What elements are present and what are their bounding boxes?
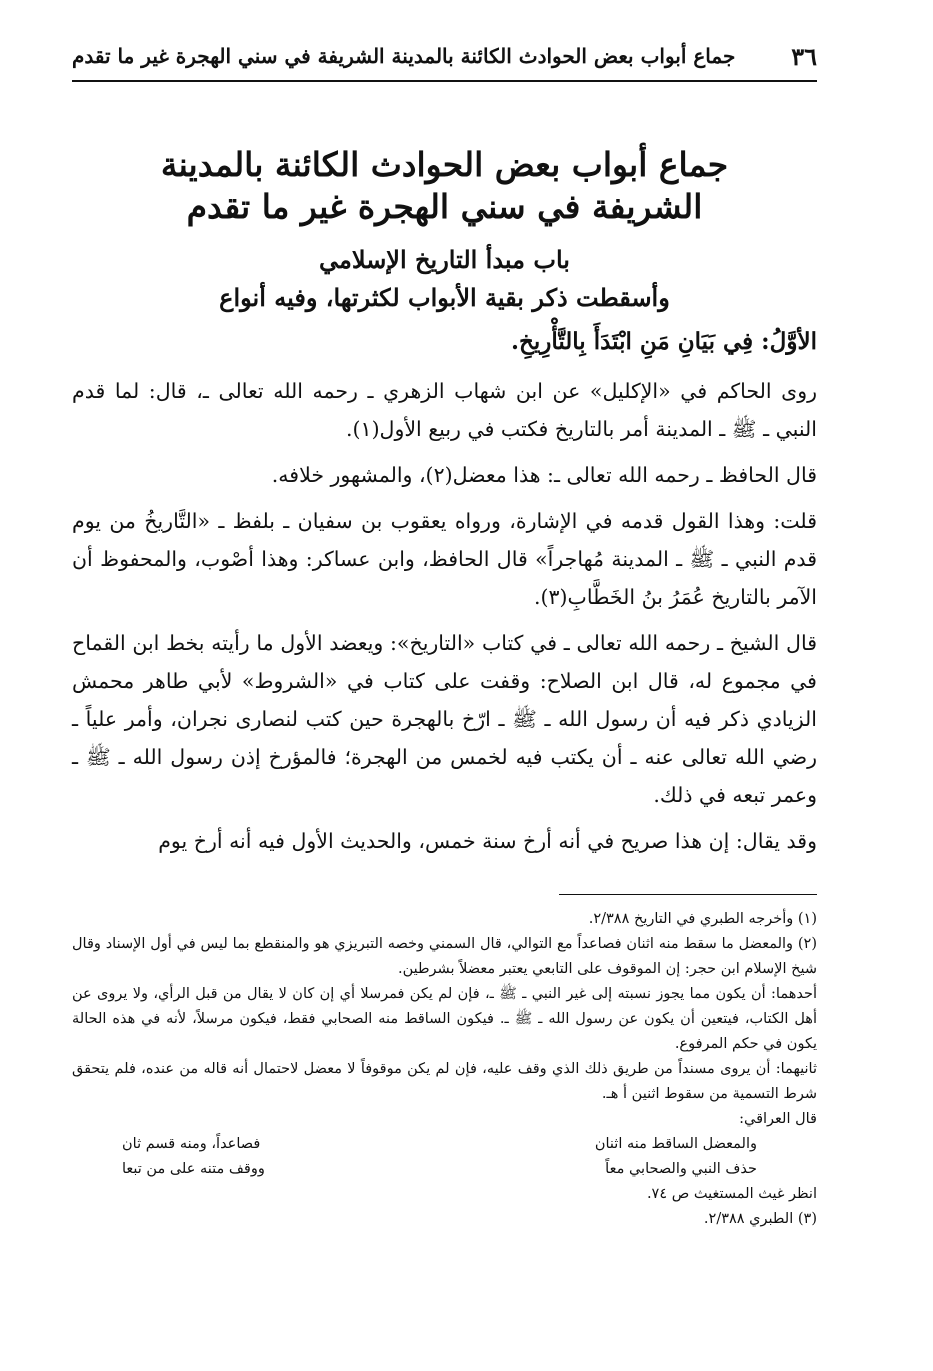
verse-line bbox=[72, 1132, 817, 1157]
running-title: جماع أبواب بعض الحوادث الكائنة بالمدينة الشريفة في سني الهجرة غير ما تقدم bbox=[72, 44, 736, 68]
footnotes bbox=[72, 907, 817, 1232]
verse-hemistich: ووقف متنه على من تبعا bbox=[122, 1161, 265, 1177]
footnote-divider bbox=[559, 894, 817, 895]
paragraph: روى الحاكم في «الإكليل» عن ابن شهاب الزهري ـ رحمه الله تعالى ـ، قال: لما قدم النبي ـ ﷺ ـ المدينة أمر بالتاريخ فكتب في ربيع الأول(١). bbox=[72, 379, 817, 441]
section-subtitle: وأسقطت ذكر بقية الأبواب لكثرتها، وفيه أنواع bbox=[219, 283, 670, 312]
paragraph: قال الحافظ ـ رحمه الله تعالى ـ: هذا معضل(٢)، والمشهور خلافه. bbox=[271, 463, 817, 487]
book-page bbox=[72, 40, 817, 1232]
paragraph: وقد يقال: إن هذا صريح في أنه أرخ سنة خمس، والحديث الأول فيه أنه أرخ يوم bbox=[158, 829, 817, 853]
chapter-title-line2: الشريفة في سني الهجرة غير ما تقدم bbox=[186, 187, 703, 226]
verse-hemistich: حذف النبي والصحابي معاً bbox=[605, 1161, 757, 1177]
footnote: انظر غيث المستغيث ص ٧٤. bbox=[646, 1186, 817, 1202]
footnote: قال العراقي: bbox=[739, 1111, 817, 1127]
verse-hemistich: والمعضل الساقط منه اثنان bbox=[594, 1136, 757, 1152]
page-number: ٣٦ bbox=[791, 41, 817, 71]
section-heading: الأوَّلُ: فِي بَيَانِ مَنِ ابْتَدَأَ بِالتَّأْرِيخِ. bbox=[510, 328, 817, 355]
paragraph: قلت: وهذا القول قدمه في الإشارة، ورواه يعقوب بن سفيان ـ بلفظ ـ «التَّاريخُ من يوم قدم النبي ـ ﷺ ـ المدينة مُهاجراً» قال الحافظ، وابن عساكر: وهذا أصْوب، والمحفوظ أن الآمر بالتاريخ عُمَرُ بنُ الخَطَّابِ(٣). bbox=[72, 509, 817, 609]
footnote: (١) وأخرجه الطبري في التاريخ ٢/٣٨٨. bbox=[588, 911, 817, 927]
chapter-title-block bbox=[72, 144, 817, 318]
footnote: (٢) والمعضل ما سقط منه اثنان فصاعداً مع التوالي، قال السمني وخصه التبريزي هو والمنقطع بما ليس في أول الإسناد وقال شيخ الإسلام ابن حجر: إن الموقوف على التابعي يعتبر معضلاً بشرطين. bbox=[72, 936, 817, 977]
main-text bbox=[72, 372, 817, 860]
running-header bbox=[72, 40, 817, 82]
footnote: أحدهما: أن يكون مما يجوز نسبته إلى غير النبي ـ ﷺ ـ، فإن لم يكن فمرسلا أي إن كان لا يقال من قبل الرأي، ولا يروى عن أهل الكتاب، فيتعين أن يكون عن رسول الله ـ ﷺ ـ. فيكون الساقط منه الصحابي فقط، فيكون مرسلاً، لأنه في هذه الحالة يكون في حكم المرفوع. bbox=[72, 986, 817, 1052]
chapter-title-line1: جماع أبواب بعض الحوادث الكائنة بالمدينة bbox=[160, 145, 729, 184]
verse-hemistich: فصاعداً، ومنه قسم ثان bbox=[122, 1136, 261, 1152]
verse-line bbox=[72, 1157, 817, 1182]
section-title: باب مبدأ التاريخ الإسلامي bbox=[319, 245, 570, 274]
footnote: (٣) الطبري ٢/٣٨٨. bbox=[703, 1211, 817, 1227]
footnote: ثانيهما: أن يروى مسنداً من طريق ذلك الذي وقف عليه، فإن لم يكن موقوفاً لا معضل لاحتمال أنه قاله من عنده، فلم يتحقق شرط التسمية من سقوط اثنين أ هـ. bbox=[72, 1061, 817, 1102]
paragraph: قال الشيخ ـ رحمه الله تعالى ـ في كتاب «التاريخ»: ويعضد الأول ما رأيته بخط ابن القماح في مجموع له، قال ابن الصلاح: وقفت على كتاب في «الشروط» لأبي طاهر محمش الزيادي ذكر فيه أن رسول الله ـ ﷺ ـ ارّخ بالهجرة حين كتب لنصارى نجران، وأمر علياً ـ رضي الله تعالى عنه ـ أن يكتب فيه لخمس من الهجرة؛ فالمؤرخ إذن رسول الله ـ ﷺ ـ وعمر تبعه في ذلك. bbox=[72, 631, 817, 807]
